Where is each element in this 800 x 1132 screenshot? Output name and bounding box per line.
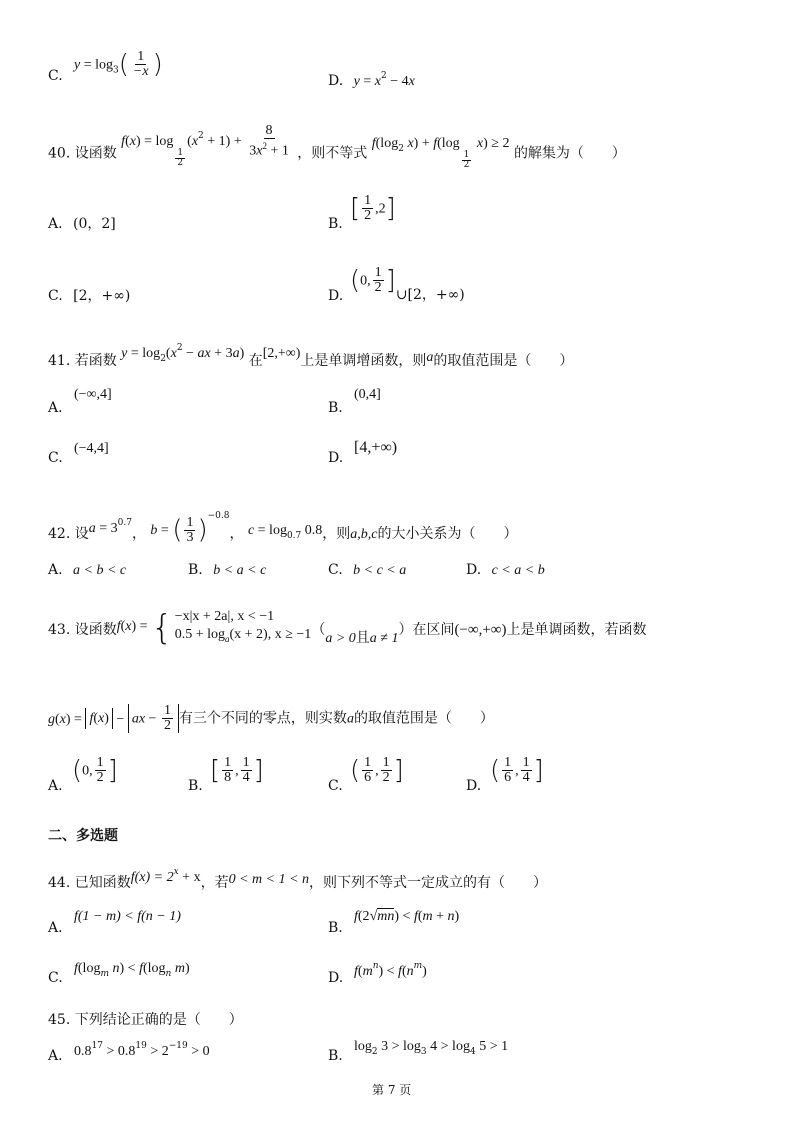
q39-option-d: D. $y = x^2 - 4x$ [328, 71, 415, 89]
option-label: D. [328, 288, 344, 304]
variable: a [346, 711, 354, 727]
question-number: 42. [48, 526, 71, 542]
q43-g-function: g(x) = f(x) − ax − $\frac{1}{2}$ [48, 711, 179, 727]
option-text: a < b < c [73, 563, 127, 578]
q40-stem [48, 123, 626, 180]
condition: 0 < m < 1 < n [228, 872, 310, 887]
q39-option-c [48, 66, 63, 86]
paren: （ [311, 622, 326, 638]
function-text: f(x) = 2 [130, 870, 174, 885]
option-label: D. [328, 73, 344, 89]
q44-option-b-formula: f(2√mn) < f(m + n) [354, 909, 460, 924]
question-lead: 若函数 [74, 353, 117, 369]
q44-option-d [328, 968, 343, 988]
option-text: [4,+∞) [354, 439, 398, 456]
option-label: C. [328, 562, 343, 578]
q43-stem-line2 [48, 704, 494, 733]
page-footer: 第 7 页 [372, 1083, 412, 1097]
q42-b-def: b = ( $\frac{1}{3}$ )$^{-0.8}$ [150, 511, 230, 545]
option-text: (−∞,4] [74, 387, 112, 402]
option-label: C. [48, 288, 63, 304]
question-number: 44. [48, 875, 71, 891]
q44-option-a [48, 918, 63, 938]
q42-option-b [188, 560, 266, 581]
q41-option-a-text [74, 384, 112, 405]
option-label: A. [48, 562, 63, 578]
option-label: D. [328, 450, 344, 466]
paren: ）在区间 [398, 622, 455, 638]
function-tail: + x [178, 870, 201, 885]
q44-function: $f(x) = 2^x + x$ [130, 867, 201, 885]
q44-option-a-text [74, 906, 181, 927]
option-label: D. [328, 970, 344, 986]
q41-option-c [48, 448, 63, 468]
option-label: C. [328, 778, 343, 794]
q44-option-d-formula: $f(m^n) < f(n^m)$ [354, 961, 427, 979]
option-text: [2，+∞) [73, 288, 131, 304]
case-2: 0.5 + log [174, 627, 225, 642]
option-label: B. [328, 216, 343, 232]
q41-option-d-text [354, 438, 397, 458]
case-2-tail: (x + 2), x ≥ −1 [229, 627, 312, 642]
option-label: B. [188, 778, 203, 794]
option-text: (0，2] [73, 216, 116, 232]
q43-option-b-formula: [ $\frac{1}{8}$ , $\frac{1}{4}$ ] [210, 755, 264, 786]
separator: ， [229, 526, 244, 542]
q40-option-d-formula: (0, $\frac{1}{2}$ ]∪[2，+∞) [350, 265, 465, 303]
q41-stem [48, 343, 574, 377]
q43-stem-line1: 43. 设函数f(x) = { −x|x + 2a|, x < −1 $0.5 + \log_a(x + 2)$, x ≥ −1 （a > 0且a ≠ 1）在区间(−∞,+∞)上是单调函数，若函数 [48, 608, 647, 648]
question-number: 40. [48, 145, 71, 162]
question-lead: 下列结论正确的是（ ） [74, 1012, 243, 1028]
q45-option-a-formula: $0.8^{17} > 0.8^{19} > 2^{-19} > 0$ [74, 1041, 210, 1059]
q43-piecewise: { −x|x + 2a|, x < −1 $0.5 + \log_a(x + 2)$, x ≥ −1 [151, 608, 312, 648]
q43-option-b [188, 776, 203, 796]
option-label: B. [328, 920, 343, 936]
option-text: ∪[2，+∞) [395, 286, 465, 303]
q40-option-b-formula: [ $\frac{1}{2}$ ,2] [350, 193, 396, 224]
q42-option-a [48, 560, 126, 581]
option-label: B. [188, 562, 203, 578]
q41-option-a [48, 398, 63, 418]
q45-option-a [48, 1046, 63, 1066]
question-lead: 已知函数 [74, 875, 131, 891]
q42-c-def: $c = \log_{0.7} 0.8$ [247, 523, 323, 541]
question-lead: 设 [74, 526, 89, 542]
option-label: C. [48, 68, 63, 84]
q41-function: $y = \log_2(x^2$ − ax + 3a) [121, 343, 245, 364]
question-number: 43. [48, 622, 71, 638]
option-label: A. [48, 778, 63, 794]
q40-function-def: f(x) = log $\frac{1}{2}$ $(x^2 + 1)$ + $\frac{8}{3x^2 + 1}$ [121, 123, 289, 169]
option-label: D. [466, 778, 482, 794]
option-label: D. [466, 562, 482, 578]
q40-option-c [48, 286, 130, 306]
q44-option-c [48, 968, 63, 988]
q43-option-c [328, 776, 343, 796]
option-label: C. [48, 970, 63, 986]
question-tail: 上是单调函数，若函数 [506, 622, 647, 638]
option-text: c < a < b [491, 563, 545, 578]
question-tail: 的大小关系为（ ） [377, 526, 518, 542]
question-tail: 的解集为（ ） [513, 145, 626, 162]
q39-option-c-formula: $y = \log_3$( $\frac{1}{-x}$ ) [74, 49, 163, 80]
q43-option-d-formula: ( $\frac{1}{6}$ , $\frac{1}{4}$ ] [490, 755, 544, 786]
and-word: 且 [355, 630, 370, 646]
q43-option-d [466, 776, 481, 796]
q42-option-d [466, 560, 545, 581]
question-mid: 上是单调增函数，则 [300, 353, 427, 369]
q42-option-c [328, 560, 406, 581]
question-mid: ，若 [200, 875, 229, 891]
q45-option-b-formula: $\log_2 3 > \log_3 4 > \log_4 5 > 1$ [354, 1039, 509, 1057]
question-lead: 设函数 [74, 145, 117, 162]
option-text: (0,4] [354, 387, 381, 402]
option-label: A. [48, 216, 63, 232]
q40-inequality: $f(\log_2$ x) + f(log $\frac{1}{2}$ x) ≥ 2 [371, 136, 510, 171]
q44-stem [48, 868, 547, 894]
condition: a > 0 [325, 631, 356, 646]
q41-option-b [328, 398, 343, 418]
q45-stem [48, 1010, 243, 1030]
q40-option-b [328, 214, 343, 234]
q43-option-c-formula: ( $\frac{1}{6}$ , $\frac{1}{2}$ ] [350, 755, 404, 786]
option-label: A. [48, 920, 63, 936]
option-label: A. [48, 1048, 63, 1064]
q43-option-a [48, 776, 63, 796]
option-text: (−4,4] [74, 441, 109, 456]
interval: [2,+∞) [262, 346, 301, 361]
question-tail: 的取值范围是（ ） [433, 353, 574, 369]
option-label: B. [328, 1048, 343, 1064]
question-number: 41. [48, 353, 71, 369]
q41-option-d [328, 448, 343, 468]
section-title: 二、多选题 [48, 828, 118, 844]
question-tail: 的取值范围是（ ） [353, 710, 494, 727]
case-1: −x|x + 2a|, x < −1 [174, 609, 275, 624]
question-lead: 设函数 [74, 622, 117, 638]
option-text: b < a < c [213, 563, 267, 578]
q42-a-def: $a = 3^{0.7}$ [88, 518, 132, 536]
question-mid: ，则 [322, 526, 351, 542]
question-number: 45. [48, 1012, 71, 1028]
q45-option-b [328, 1046, 343, 1066]
q40-option-a [48, 214, 116, 234]
q44-option-b [328, 918, 343, 938]
option-text: b < c < a [353, 563, 407, 578]
option-label: C. [48, 450, 63, 466]
variable: a [426, 350, 434, 365]
variables: a,b,c [350, 527, 378, 542]
condition: a ≠ 1 [369, 631, 399, 646]
question-tail: ，则下列不等式一定成立的有（ ） [309, 875, 548, 891]
option-label: A. [48, 400, 63, 416]
q41-option-c-text [74, 438, 109, 459]
q42-stem [48, 510, 518, 550]
q41-option-b-text [354, 384, 381, 405]
question-tail: 有三个不同的零点，则实数 [178, 710, 347, 727]
q43-option-a-formula: (0, $\frac{1}{2}$ ] [72, 755, 118, 786]
option-text: f(1 − m) < f(n − 1) [74, 909, 181, 924]
q44-option-c-formula: $f(\log_m$ $n) < f(\log_n$ m) [74, 961, 190, 979]
option-label: B. [328, 400, 343, 416]
q40-option-d [328, 286, 343, 306]
separator: ， [131, 526, 146, 542]
question-mid: 在 [248, 353, 263, 369]
interval: (−∞,+∞) [454, 622, 507, 638]
question-mid: ，则不等式 [297, 145, 368, 162]
